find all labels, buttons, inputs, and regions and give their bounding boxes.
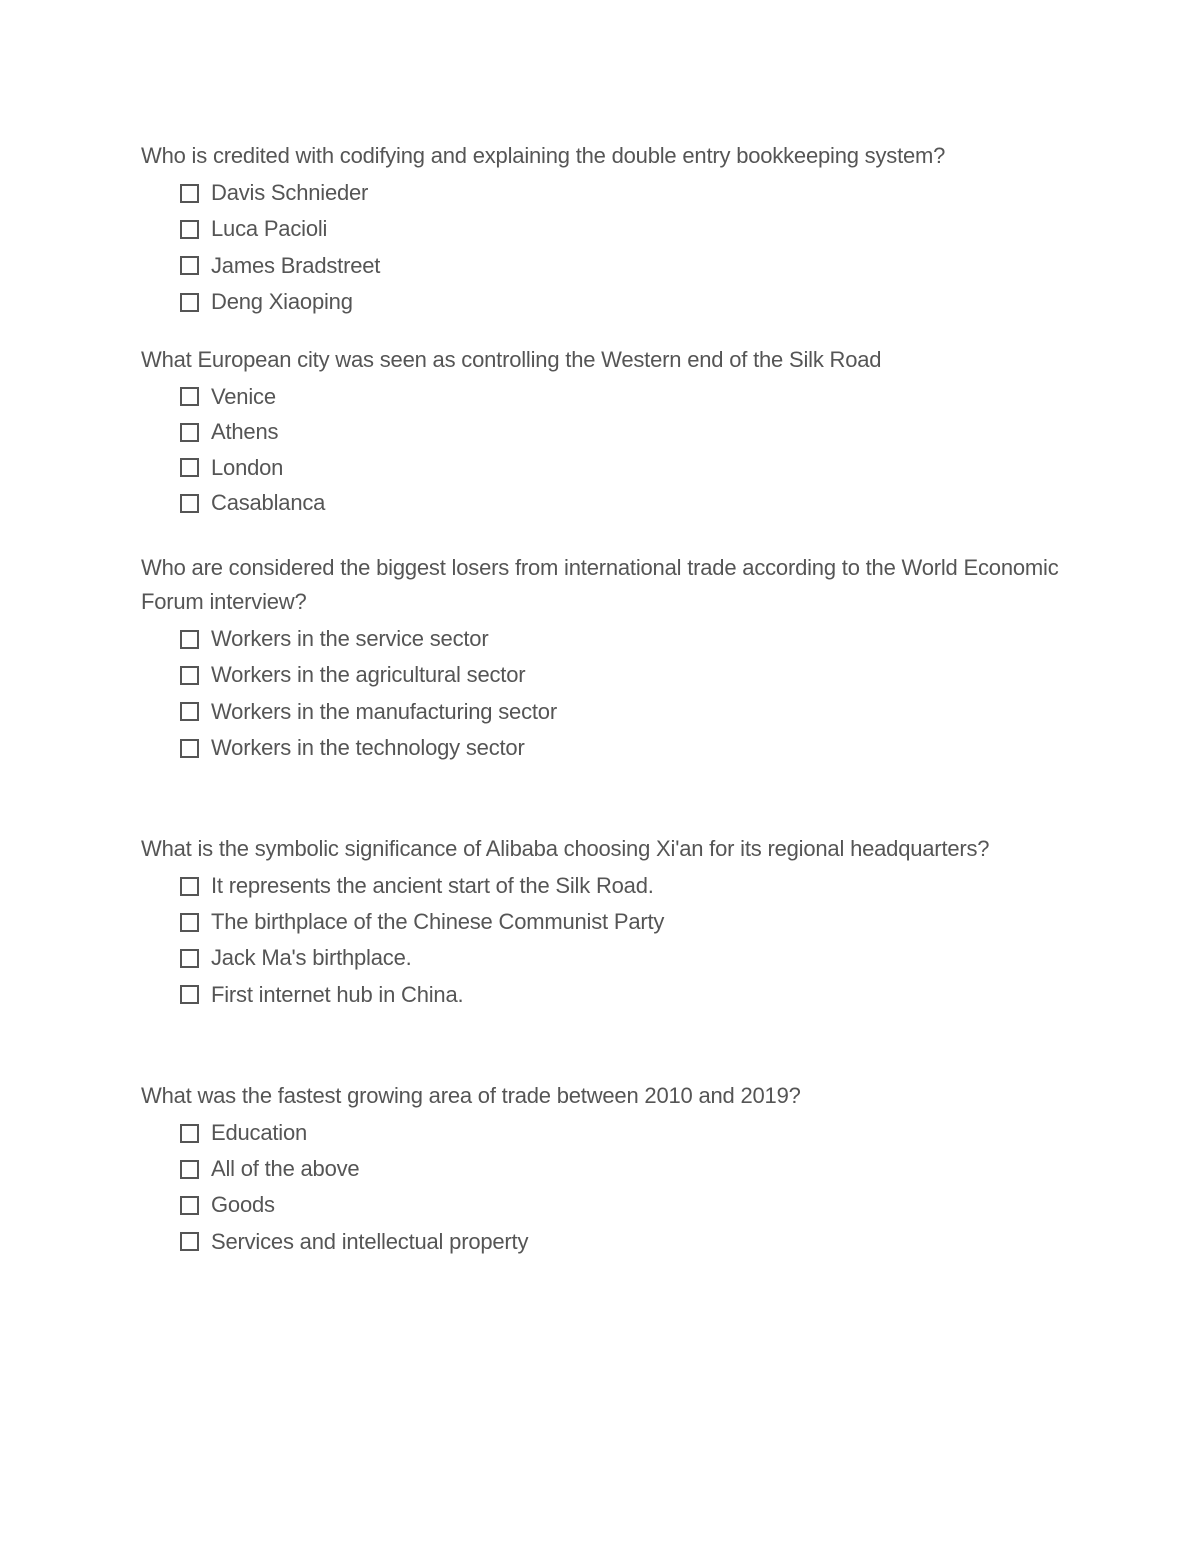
option-item[interactable] [180,486,1061,522]
checkbox-icon[interactable] [180,220,199,239]
checkbox-icon[interactable] [180,256,199,275]
checkbox-icon[interactable] [180,666,199,685]
option-label: Workers in the technology sector [211,735,525,761]
question-4 [141,832,1061,1013]
option-item[interactable] [180,175,1061,211]
option-list [141,379,1061,521]
checkbox-icon[interactable] [180,387,199,406]
option-label: It represents the ancient start of the Silk Road. [211,873,654,899]
question-text: What was the fastest growing area of trade between 2010 and 2019? [141,1083,801,1108]
option-list [141,1115,1061,1260]
checkbox-icon[interactable] [180,184,199,203]
option-label: Luca Pacioli [211,216,328,242]
checkbox-icon[interactable] [180,1232,199,1251]
option-item[interactable] [180,1151,1061,1187]
option-label: London [211,454,284,480]
option-label: Davis Schnieder [211,180,369,206]
option-item[interactable] [180,621,1061,657]
option-label: Casablanca [211,490,326,516]
question-5 [141,1079,1061,1260]
option-label: Services and intellectual property [211,1228,529,1254]
option-label: James Bradstreet [211,252,381,278]
checkbox-icon[interactable] [180,702,199,721]
option-item[interactable] [180,1115,1061,1151]
option-label: The birthplace of the Chinese Communist Party [211,909,665,935]
question-text: What European city was seen as controlling the Western end of the Silk Road [141,347,882,372]
option-label: Goods [211,1192,275,1218]
option-label: Athens [211,419,279,445]
option-item[interactable] [180,694,1061,730]
option-label: Deng Xiaoping [211,289,353,315]
option-label: Workers in the manufacturing sector [211,698,557,724]
question-text: Who is credited with codifying and explaining the double entry bookkeeping system? [141,143,946,168]
question-3 [141,551,1061,766]
checkbox-icon[interactable] [180,1160,199,1179]
checkbox-icon[interactable] [180,1124,199,1143]
option-label: Workers in the service sector [211,626,489,652]
option-item[interactable] [180,284,1061,320]
option-item[interactable] [180,1187,1061,1223]
checkbox-icon[interactable] [180,494,199,513]
option-item[interactable] [180,379,1061,415]
option-list [141,621,1061,766]
option-item[interactable] [180,450,1061,486]
question-text: Who are considered the biggest losers from international trade according to the World Economic Forum interview? [141,555,1059,614]
option-item[interactable] [180,868,1061,904]
option-label: Workers in the agricultural sector [211,662,526,688]
checkbox-icon[interactable] [180,1196,199,1215]
checkbox-icon[interactable] [180,630,199,649]
option-label: Jack Ma's birthplace. [211,945,412,971]
checkbox-icon[interactable] [180,985,199,1004]
checkbox-icon[interactable] [180,913,199,932]
option-item[interactable] [180,211,1061,247]
option-item[interactable] [180,1224,1061,1260]
option-item[interactable] [180,977,1061,1013]
checkbox-icon[interactable] [180,877,199,896]
checkbox-icon[interactable] [180,458,199,477]
option-item[interactable] [180,904,1061,940]
checkbox-icon[interactable] [180,949,199,968]
option-label: First internet hub in China. [211,981,464,1007]
checkbox-icon[interactable] [180,293,199,312]
option-item[interactable] [180,940,1061,976]
question-1 [141,139,1061,320]
option-list [141,868,1061,1013]
option-label: Education [211,1120,308,1146]
option-item[interactable] [180,730,1061,766]
option-item[interactable] [180,415,1061,451]
option-item[interactable] [180,657,1061,693]
question-2 [141,343,1061,521]
question-text: What is the symbolic significance of Alibaba choosing Xi'an for its regional headquarters? [141,836,990,861]
checkbox-icon[interactable] [180,739,199,758]
option-label: All of the above [211,1156,360,1182]
option-label: Venice [211,383,276,409]
checkbox-icon[interactable] [180,423,199,442]
option-item[interactable] [180,248,1061,284]
option-list [141,175,1061,320]
